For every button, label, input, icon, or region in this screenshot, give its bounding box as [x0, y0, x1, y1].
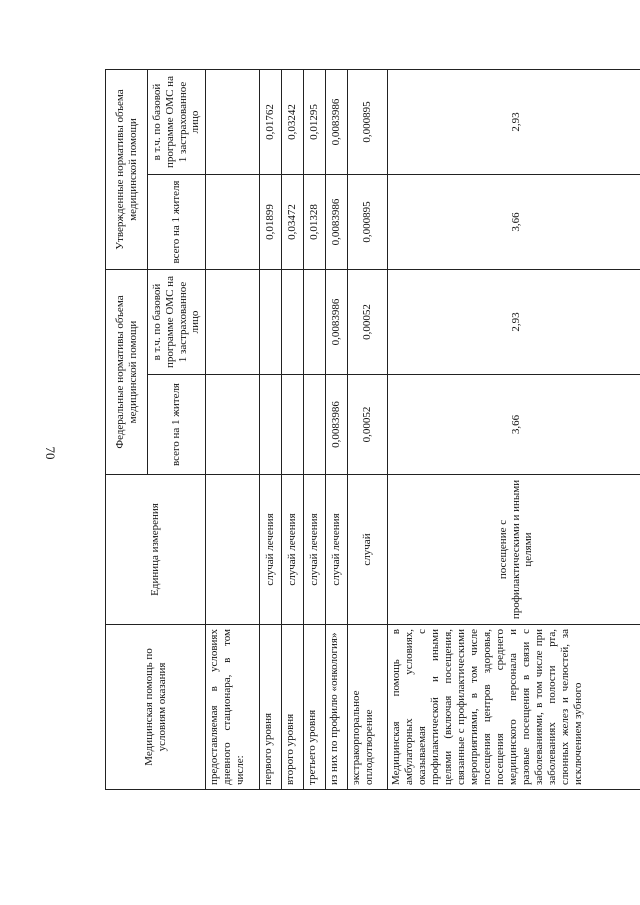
table-row: [326, 70, 348, 790]
row-unit: случай лечения: [304, 475, 326, 625]
row-federal-total: 3,66: [388, 375, 640, 475]
row-approved-total: 3,66: [388, 175, 640, 270]
row-federal-total: [282, 375, 304, 475]
header-care-conditions: Медицинская помощь по условиям оказания: [106, 625, 206, 790]
rotated-page: [105, 70, 640, 790]
row-federal-oms: [260, 270, 282, 375]
medical-care-volume-table: [105, 69, 640, 790]
row-unit: случай лечения: [282, 475, 304, 625]
header-approved-total: всего на 1 жителя: [148, 175, 206, 270]
row-unit: [206, 475, 260, 625]
row-approved-oms: 0,01762: [260, 70, 282, 175]
row-approved-total: 0,01328: [304, 175, 326, 270]
row-unit: случай: [348, 475, 388, 625]
row-unit: случай лечения: [326, 475, 348, 625]
row-approved-oms: [206, 70, 260, 175]
row-desc: предоставляемая в условиях дневного стационара, в том числе:: [206, 625, 260, 790]
row-approved-oms: 2,93: [388, 70, 640, 175]
row-federal-oms: [206, 270, 260, 375]
row-federal-oms: [282, 270, 304, 375]
table-row: [206, 70, 260, 790]
header-federal-total: всего на 1 жителя: [148, 375, 206, 475]
header-approved: Утвержденные нормативы объема медицинской помощи: [106, 70, 148, 270]
row-desc: экстракорпоральное оплодотворение: [348, 625, 388, 790]
row-unit: случай лечения: [260, 475, 282, 625]
row-approved-total: 0,000895: [348, 175, 388, 270]
row-desc: третьего уровня: [304, 625, 326, 790]
row-federal-total: 0,00052: [348, 375, 388, 475]
table-row: [304, 70, 326, 790]
table-row: [260, 70, 282, 790]
header-federal-oms: в т.ч. по базовой программе ОМС на 1 застрахованное лицо: [148, 270, 206, 375]
table-row: [388, 70, 640, 790]
row-approved-oms: 0,000895: [348, 70, 388, 175]
row-federal-oms: 2,93: [388, 270, 640, 375]
row-unit: посещение с профилактическими и иными целями: [388, 475, 640, 625]
row-desc: Медицинская помощь в амбулаторных условиях, оказываемая с профилактической и иными целями (включая посещения, связанные с профилактическими мероприятиями, в том числе посещения центров здоровья, посещения среднего медицинского персонала и разовые посещения в связи с заболеваниями, в том числе при заболеваниях полости рта, слюнных желез и челюстей, за исключением зубного: [388, 625, 640, 790]
row-approved-total: 0,03472: [282, 175, 304, 270]
row-approved-oms: 0,0083986: [326, 70, 348, 175]
table-row: [348, 70, 388, 790]
row-desc: первого уровня: [260, 625, 282, 790]
row-federal-total: [260, 375, 282, 475]
row-approved-total: 0,01899: [260, 175, 282, 270]
row-desc: из них по профилю «онкология»: [326, 625, 348, 790]
row-federal-oms: 0,00052: [348, 270, 388, 375]
table-row: [282, 70, 304, 790]
row-approved-total: 0,0083986: [326, 175, 348, 270]
header-unit: Единица измерения: [106, 475, 206, 625]
row-federal-total: [206, 375, 260, 475]
row-approved-oms: 0,01295: [304, 70, 326, 175]
page-number: 70: [43, 446, 58, 460]
row-federal-total: [304, 375, 326, 475]
row-federal-oms: 0,0083986: [326, 270, 348, 375]
row-approved-oms: 0,03242: [282, 70, 304, 175]
header-federal: Федеральные нормативы объема медицинской помощи: [106, 270, 148, 475]
row-federal-total: 0,0083986: [326, 375, 348, 475]
row-federal-oms: [304, 270, 326, 375]
row-desc: второго уровня: [282, 625, 304, 790]
row-approved-total: [206, 175, 260, 270]
header-approved-oms: в т.ч. по базовой программе ОМС на 1 застрахованное лицо: [148, 70, 206, 175]
